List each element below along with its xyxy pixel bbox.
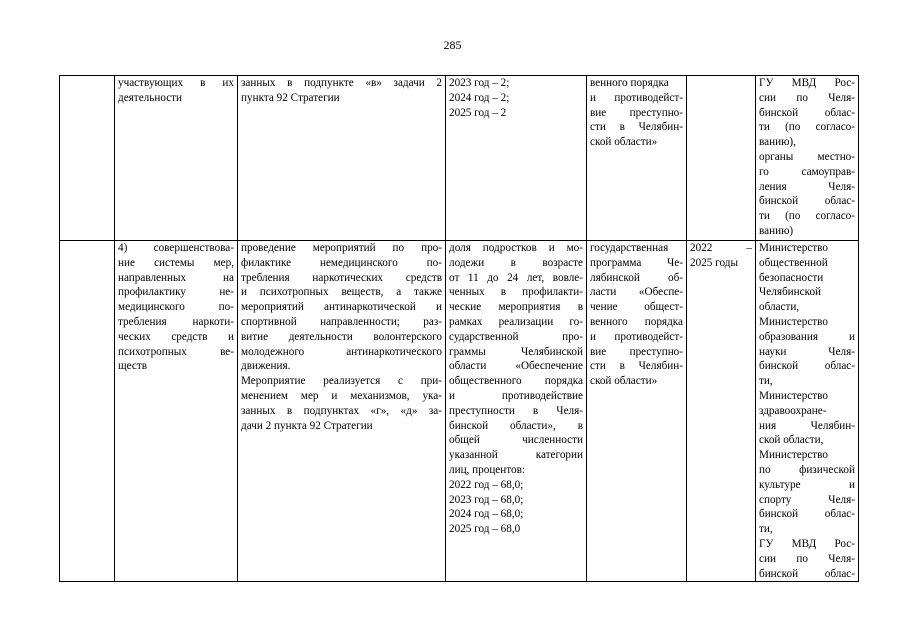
measure-cell bbox=[238, 241, 446, 582]
cell-text-line: ческих средств и bbox=[118, 330, 234, 343]
cell-text-line: чение общест- bbox=[590, 301, 683, 314]
cell-text-line: ласти «Обеспе- bbox=[590, 286, 683, 299]
cell-text-line: бинской облас- bbox=[759, 360, 855, 373]
cell-text-line: менением мер и механизмов, ука- bbox=[241, 389, 442, 402]
period-cell bbox=[687, 241, 756, 582]
cell-text-line: требления наркоти- bbox=[118, 315, 234, 328]
cell-text-line: ти, bbox=[759, 375, 773, 388]
cell-text-line: Министерство bbox=[759, 389, 828, 402]
cell-text-line: сии по Челя- bbox=[759, 91, 855, 104]
cell-text-line: общественного порядка bbox=[449, 375, 583, 388]
cell-text-line: и противодействие bbox=[449, 389, 583, 402]
cell-text-line: 2025 год – 2 bbox=[449, 106, 507, 119]
cell-text-line: бинской облас- bbox=[759, 195, 855, 208]
cell-text-line: ской области» bbox=[590, 136, 658, 149]
cell-text-line: сударственной про- bbox=[449, 330, 583, 343]
cell-text-line: 2023 год – 68,0; bbox=[449, 493, 524, 506]
cell-text-line: ской области» bbox=[590, 375, 658, 388]
cell-text-line: программа Че- bbox=[590, 256, 683, 269]
cell-text-line: граммы Челябинской bbox=[449, 345, 583, 358]
cell-text-line: венного порядка bbox=[590, 315, 683, 328]
cell-text-line: ванию) bbox=[759, 224, 794, 237]
cell-text-line: области, bbox=[759, 301, 800, 314]
cell-text-line: ти (по согласо- bbox=[759, 210, 855, 223]
table-row bbox=[60, 241, 859, 582]
cell-text-line: лябинской об- bbox=[590, 271, 683, 284]
row-number-cell bbox=[60, 241, 115, 582]
cell-text-line: мероприятий антинаркотической и bbox=[241, 301, 442, 314]
task-cell bbox=[115, 76, 238, 241]
cell-text-line: безопасности bbox=[759, 271, 824, 284]
cell-text-line: 2024 год – 2; bbox=[449, 91, 510, 104]
cell-text-line: венного порядка bbox=[590, 77, 669, 89]
cell-text-line: деятельности bbox=[118, 91, 183, 104]
cell-text-line: профилактику не- bbox=[118, 286, 234, 299]
cell-text-line: 2022 – bbox=[690, 242, 752, 254]
cell-text-line: спортивной направленности; раз- bbox=[241, 315, 442, 328]
cell-text-line: бинской облас- bbox=[759, 508, 855, 521]
program-cell bbox=[587, 241, 687, 582]
cell-text-line: занных в подпункте «в» задачи 2 bbox=[241, 77, 442, 89]
cell-text-line: культуре и bbox=[759, 478, 855, 491]
cell-text-line: общественной bbox=[759, 256, 828, 269]
cell-text-line: пункта 92 Стратегии bbox=[241, 91, 340, 104]
cell-text-line: ществ bbox=[118, 360, 147, 373]
cell-text-line: органы местно- bbox=[759, 150, 855, 163]
cell-text-line: занных в подпунктах «г», «д» за- bbox=[241, 404, 442, 417]
cell-text-line: лодежи в возрасте bbox=[449, 256, 583, 269]
cell-text-line: ти, bbox=[759, 523, 773, 536]
cell-text-line: и противодейст- bbox=[590, 91, 683, 104]
cell-text-line: вие преступно- bbox=[590, 106, 683, 119]
cell-text-line: 4) совершенствова- bbox=[118, 242, 234, 254]
cell-text-line: ния Челябин- bbox=[759, 419, 855, 432]
cell-text-line: и психотропных веществ, а также bbox=[241, 286, 442, 299]
cell-text-line: Министерство bbox=[759, 315, 828, 328]
cell-text-line: ГУ МВД Рос- bbox=[759, 77, 855, 89]
cell-text-line: Мероприятие реализуется с при- bbox=[241, 375, 442, 388]
indicator-cell bbox=[446, 76, 587, 241]
cell-text-line: проведение мероприятий по про- bbox=[241, 242, 442, 254]
cell-text-line: дачи 2 пункта 92 Стратегии bbox=[241, 419, 373, 432]
executor-cell bbox=[756, 76, 859, 241]
cell-text-line: рамках реализации го- bbox=[449, 315, 583, 328]
cell-text-line: бинской облас- bbox=[759, 106, 855, 119]
cell-text-line: образования и bbox=[759, 330, 855, 343]
cell-text-line: молодежного антинаркотического bbox=[241, 345, 442, 358]
cell-text-line: 2022 год – 68,0; bbox=[449, 478, 524, 491]
cell-text-line: сти в Челябин- bbox=[590, 360, 683, 373]
period-cell bbox=[687, 76, 756, 241]
cell-text-line: и противодейст- bbox=[590, 330, 683, 343]
cell-text-line: ческие мероприятия в bbox=[449, 301, 583, 314]
cell-text-line: указанной категории bbox=[449, 449, 583, 462]
cell-text-line: 2023 год – 2; bbox=[449, 77, 510, 89]
cell-text-line: Министерство bbox=[759, 449, 828, 462]
measure-cell bbox=[238, 76, 446, 241]
cell-text-line: ченных в профилакти- bbox=[449, 286, 583, 299]
cell-text-line: лиц, процентов: bbox=[449, 463, 525, 476]
cell-text-line: сти в Челябин- bbox=[590, 121, 683, 134]
cell-text-line: Министерство bbox=[759, 242, 828, 254]
cell-text-line: ние системы мер, bbox=[118, 256, 234, 269]
cell-text-line: психотропных ве- bbox=[118, 345, 234, 358]
cell-text-line: 2025 годы bbox=[690, 256, 738, 269]
cell-text-line: участвующих в их bbox=[118, 77, 234, 89]
cell-text-line: требления наркотических средств bbox=[241, 271, 442, 284]
cell-text-line: по физической bbox=[759, 463, 855, 476]
cell-text-line: доля подростков и мо- bbox=[449, 242, 583, 254]
cell-text-line: сии по Челя- bbox=[759, 552, 855, 565]
table-row bbox=[60, 76, 859, 241]
cell-text-line: бинской области», в bbox=[449, 419, 583, 432]
page-number: 285 bbox=[443, 38, 462, 52]
cell-text-line: вие преступно- bbox=[590, 345, 683, 358]
cell-text-line: спорту Челя- bbox=[759, 493, 855, 506]
cell-text-line: ванию), bbox=[759, 136, 796, 149]
cell-text-line: здравоохране- bbox=[759, 404, 827, 417]
cell-text-line: 2025 год – 68,0 bbox=[449, 523, 521, 536]
cell-text-line: ГУ МВД Рос- bbox=[759, 537, 855, 550]
cell-text-line: го самоуправ- bbox=[759, 165, 855, 178]
cell-text-line: филактике немедицинского по- bbox=[241, 256, 442, 269]
cell-text-line: направленных на bbox=[118, 271, 234, 284]
cell-text-line: государственная bbox=[590, 242, 669, 254]
cell-text-line: от 11 до 24 лет, вовле- bbox=[449, 271, 583, 284]
cell-text-line: науки Челя- bbox=[759, 345, 855, 358]
cell-text-line: ти (по согласо- bbox=[759, 121, 855, 134]
row-number-cell bbox=[60, 76, 115, 241]
indicator-cell bbox=[446, 241, 587, 582]
cell-text-line: области «Обеспечение bbox=[449, 360, 583, 373]
cell-text-line: 2024 год – 68,0; bbox=[449, 508, 524, 521]
cell-text-line: медицинского по- bbox=[118, 301, 234, 314]
cell-text-line: ской области, bbox=[759, 434, 824, 447]
cell-text-line: ления Челя- bbox=[759, 180, 855, 193]
cell-text-line: бинской облас- bbox=[759, 567, 855, 580]
cell-text-line: витие деятельности волонтерского bbox=[241, 330, 442, 343]
cell-text-line: Челябинской bbox=[759, 286, 822, 299]
cell-text-line: общей численности bbox=[449, 434, 583, 447]
program-cell bbox=[587, 76, 687, 241]
task-cell bbox=[115, 241, 238, 582]
cell-text-line: преступности в Челя- bbox=[449, 404, 583, 417]
strategy-table bbox=[59, 75, 859, 582]
executor-cell bbox=[756, 241, 859, 582]
cell-text-line: движения. bbox=[241, 360, 291, 373]
